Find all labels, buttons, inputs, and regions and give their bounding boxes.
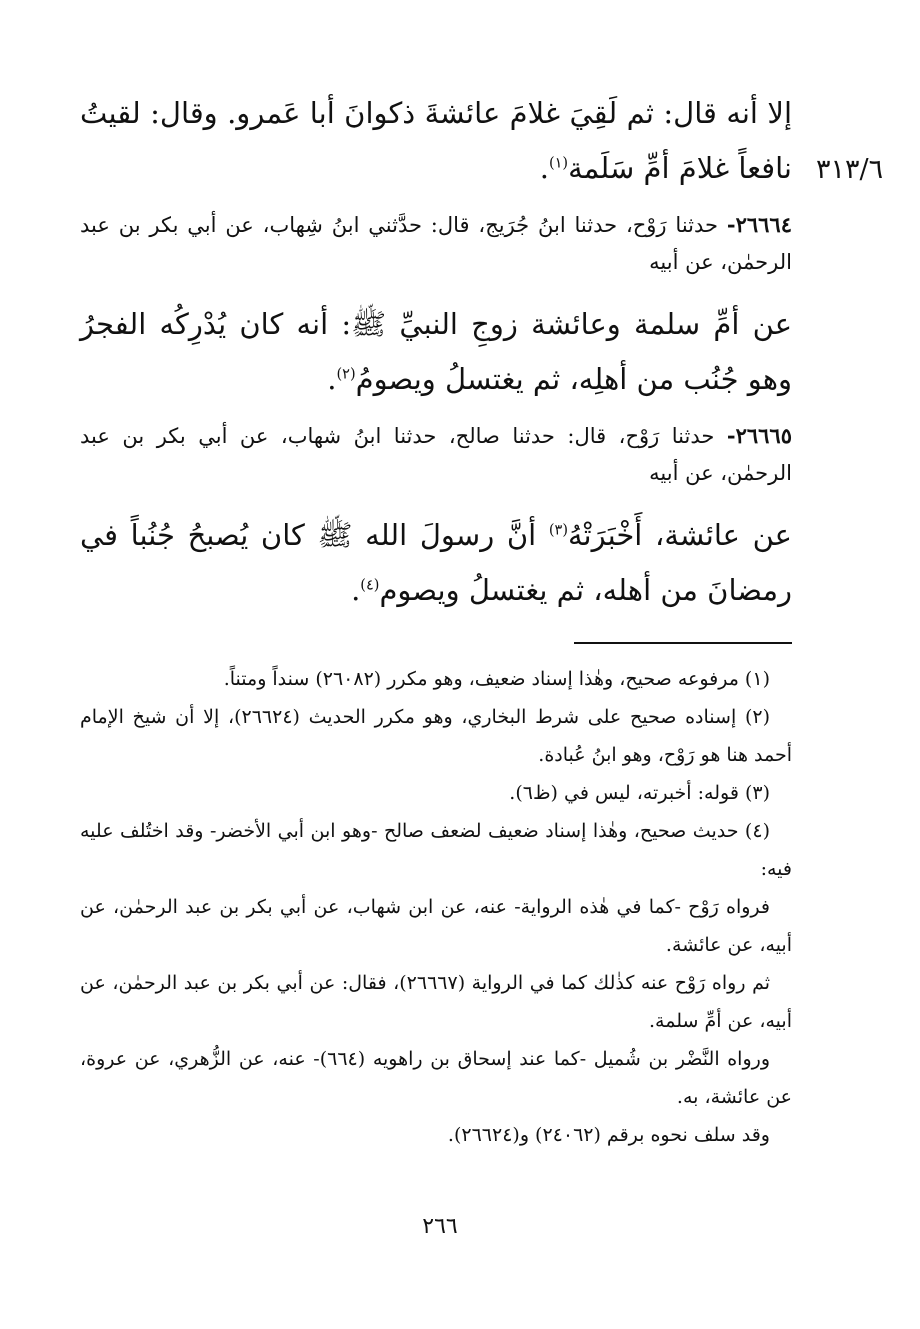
- hadith-number: ٢٦٦٦٥-: [726, 423, 792, 448]
- hadith-text-continuation: [80, 86, 792, 196]
- chain-text: حدثنا رَوْح، حدثنا ابنُ جُرَيج، قال: حدَّثني ابنُ شِهاب، عن أبي بكر بن عبد الرحمٰن، عن أبيه: [80, 213, 792, 274]
- margin-volume-page-reference: ٣١٣/٦: [816, 154, 884, 185]
- hadith-chain-26665: [80, 417, 792, 492]
- hadith-text: عن عائشة، أَخْبَرَتْهُ: [567, 518, 792, 552]
- footnote-2: (٢) إسناده صحيح على شرط البخاري، وهو مكرر الحديث (٢٦٦٢٤)، إلا أن شيخ الإمام أحمد هنا هو رَوْح، وهو ابنُ عُبادة.: [80, 706, 792, 766]
- hadith-text-26664: [80, 297, 792, 407]
- footnote-4-continuation: فرواه رَوْح -كما في هٰذه الرواية- عنه، عن ابن شهاب، عن أبي بكر بن عبد الرحمٰن، عن أبيه، عن عائشة.: [80, 896, 792, 956]
- sentence-end: .: [327, 362, 337, 396]
- footnote-marker: (٢): [336, 366, 356, 383]
- footnote-marker: (١): [548, 155, 569, 172]
- footnote-1: (١) مرفوعه صحيح، وهٰذا إسناد ضعيف، وهو مكرر (٢٦٠٨٢) سنداً ومتناً.: [223, 668, 770, 690]
- footnote-marker: (٣): [548, 522, 568, 539]
- hadith-text: إلا أنه قال: ثم لَقِيَ غلامَ عائشةَ ذكوانَ أبا عَمرو. وقال: لقيتُ نافعاً غلامَ أمِّ سَلَمة: [80, 96, 792, 185]
- footnote-3: (٣) قوله: أخبرته، ليس في (ظ٦).: [509, 782, 770, 804]
- footnote-separator: [574, 642, 792, 644]
- footnote-4-continuation: وقد سلف نحوه برقم (٢٤٠٦٢) و(٢٦٦٢٤).: [447, 1124, 770, 1146]
- hadith-chain-26664: [80, 206, 792, 281]
- footnote-4-continuation: ثم رواه رَوْح عنه كذٰلك كما في الرواية (٢٦٦٦٧)، فقال: عن أبي بكر بن عبد الرحمٰن، عن أبيه، عن أمِّ سلمة.: [80, 972, 792, 1032]
- footnote-marker: (٤): [360, 577, 380, 594]
- hadith-text: أنَّ رسولَ الله ﷺ كان يُصبحُ جُنُباً في رمضانَ من أهله، ثم يغتسلُ ويصوم: [80, 518, 792, 607]
- sentence-end: .: [539, 151, 549, 185]
- footnote-4: (٤) حديث صحيح، وهٰذا إسناد ضعيف لضعف صالح -وهو ابن أبي الأخضر- وقد اختُلف عليه فيه:: [80, 820, 792, 880]
- chain-text: حدثنا رَوْح، قال: حدثنا صالح، حدثنا ابنُ شهاب، عن أبي بكر بن عبد الرحمٰن، عن أبيه: [80, 424, 792, 485]
- hadith-text-26665: [80, 508, 792, 618]
- sentence-end: .: [351, 573, 361, 607]
- hadith-number: ٢٦٦٦٤-: [726, 212, 792, 237]
- main-text-column: [80, 86, 792, 1154]
- footnote-4-continuation: ورواه النَّضْر بن شُميل -كما عند إسحاق بن راهويه (٦٦٤)- عنه، عن الزُّهري، عن عروة، عن عائشة، به.: [80, 1048, 792, 1108]
- hadith-text: عن أمِّ سلمة وعائشة زوجِ النبيِّ ﷺ: أنه كان يُدْرِكُه الفجرُ وهو جُنُب من أهلِه، ثم يغتسلُ ويصومُ: [80, 307, 792, 396]
- page-number: ٢٦٦: [422, 1214, 458, 1239]
